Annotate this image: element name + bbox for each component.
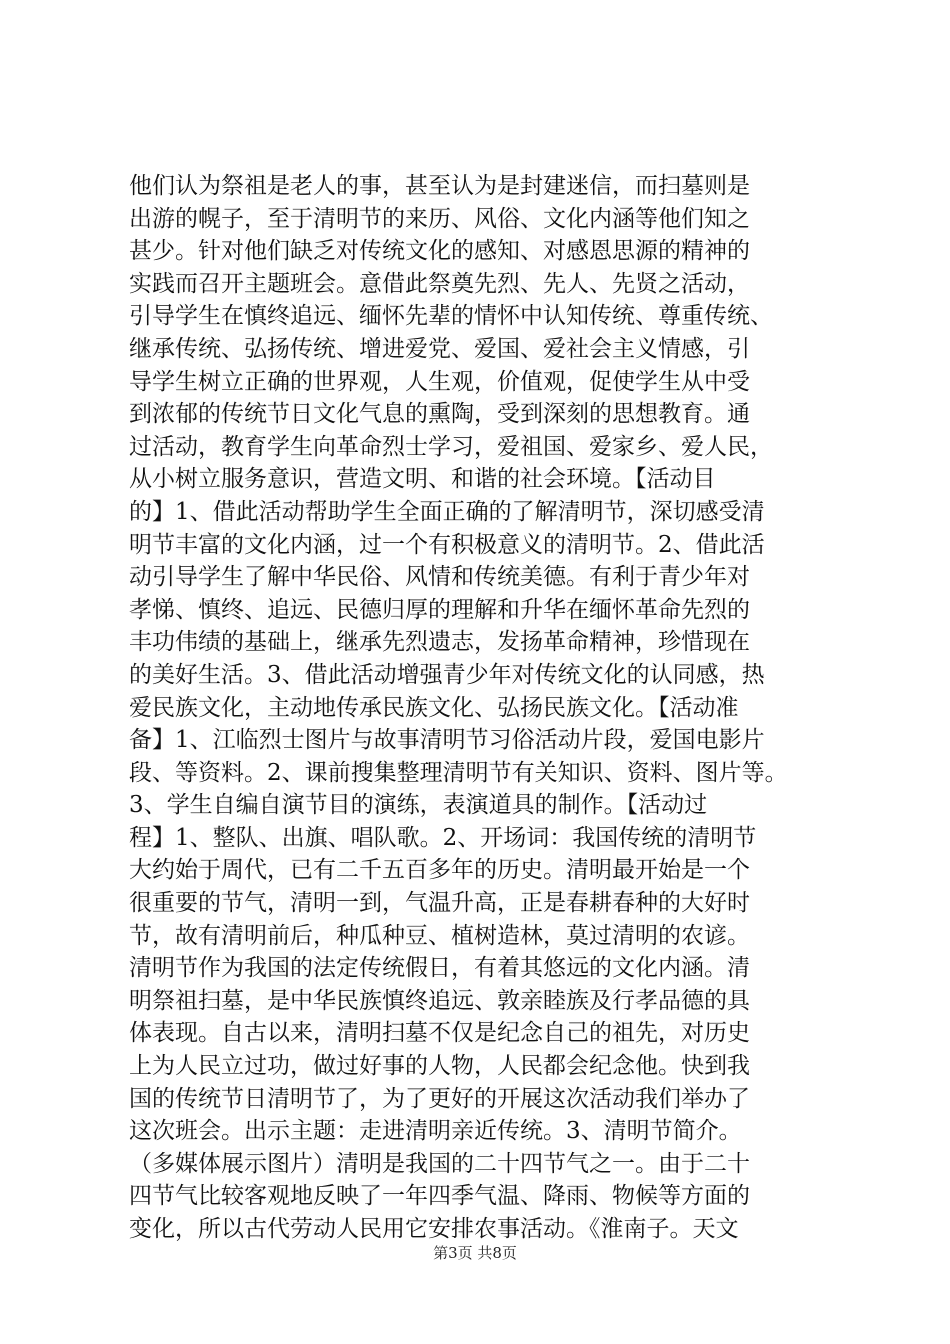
text-line: 变化，所以古代劳动人民用它安排农事活动。《淮南子。天文 (129, 1216, 739, 1242)
text-line: 到浓郁的传统节日文化气息的熏陶，受到深刻的思想教育。通 (129, 401, 750, 428)
text-line: 继承传统、弘扬传统、增进爱党、爱国、爱社会主义情感，引 (129, 335, 750, 362)
text-line: 明祭祖扫墓，是中华民族慎终追远、敦亲睦族及行孝品德的具 (129, 987, 750, 1014)
body-text (129, 170, 834, 1246)
text-line: 体表现。自古以来，清明扫墓不仅是纪念自己的祖先，对历史 (129, 1020, 750, 1047)
text-line: 这次班会。出示主题：走进清明亲近传统。3、清明节简介。 (129, 1118, 742, 1145)
text-line: 丰功伟绩的基础上，继承先烈遗志，发扬革命精神，珍惜现在 (129, 629, 750, 656)
text-line: 上为人民立过功，做过好事的人物，人民都会纪念他。快到我 (129, 1053, 750, 1080)
text-line: 很重要的节气，清明一到，气温升高，正是春耕春种的大好时 (129, 890, 750, 917)
text-line: 过活动，教育学生向革命烈士学习，爱祖国、爱家乡、爱人民， (129, 433, 773, 460)
text-line: 甚少。针对他们缺乏对传统文化的感知、对感恩思源的精神的 (129, 238, 750, 265)
text-line: 的美好生活。3、借此活动增强青少年对传统文化的认同感，热 (129, 661, 765, 688)
text-line: 爱民族文化，主动地传承民族文化、弘扬民族文化。【活动准 (129, 694, 739, 721)
page-footer: 第3页 共8页 (433, 1244, 517, 1262)
text-line: 清明节作为我国的法定传统假日，有着其悠远的文化内涵。清 (129, 955, 750, 982)
text-line: 引导学生在慎终追远、缅怀先辈的情怀中认知传统、尊重传统、 (129, 303, 773, 330)
text-line: 备】1、江临烈士图片与故事清明节习俗活动片段，爱国电影片 (129, 727, 765, 754)
text-line: 他们认为祭祖是老人的事，甚至认为是封建迷信，而扫墓则是 (129, 173, 750, 199)
text-line: 从小树立服务意识，营造文明、和谐的社会环境。【活动目 (129, 466, 716, 493)
text-line: 的】1、借此活动帮助学生全面正确的了解清明节，深切感受清 (129, 498, 765, 525)
text-line: 程】1、整队、出旗、唱队歌。2、开场词：我国传统的清明节 (129, 824, 757, 851)
text-line: 导学生树立正确的世界观，人生观，价值观，促使学生从中受 (129, 368, 750, 395)
text-line: 动引导学生了解中华民俗、风情和传统美德。有利于青少年对 (129, 564, 750, 591)
text-line: 孝悌、慎终、追远、民德归厚的理解和升华在缅怀革命先烈的 (129, 596, 750, 623)
text-line: 四节气比较客观地反映了一年四季气温、降雨、物候等方面的 (129, 1183, 750, 1210)
text-line: 明节丰富的文化内涵，过一个有积极意义的清明节。2、借此活 (129, 531, 765, 558)
text-line: 大约始于周代，已有二千五百多年的历史。清明最开始是一个 (129, 857, 750, 884)
text-line: 节，故有清明前后，种瓜种豆、植树造林，莫过清明的农谚。 (129, 922, 750, 949)
text-line: 3、学生自编自演节目的演练，表演道具的制作。【活动过 (129, 792, 708, 819)
text-line: 实践而召开主题班会。意借此祭奠先烈、先人、先贤之活动， (129, 270, 750, 297)
text-line: 出游的幌子，至于清明节的来历、风俗、文化内涵等他们知之 (129, 205, 750, 232)
text-line: 段、等资料。2、课前搜集整理清明节有关知识、资料、图片等。 (129, 759, 788, 786)
text-line: 国的传统节日清明节了，为了更好的开展这次活动我们举办了 (129, 1085, 750, 1112)
text-line: （多媒体展示图片）清明是我国的二十四节气之一。由于二十 (129, 1150, 750, 1177)
